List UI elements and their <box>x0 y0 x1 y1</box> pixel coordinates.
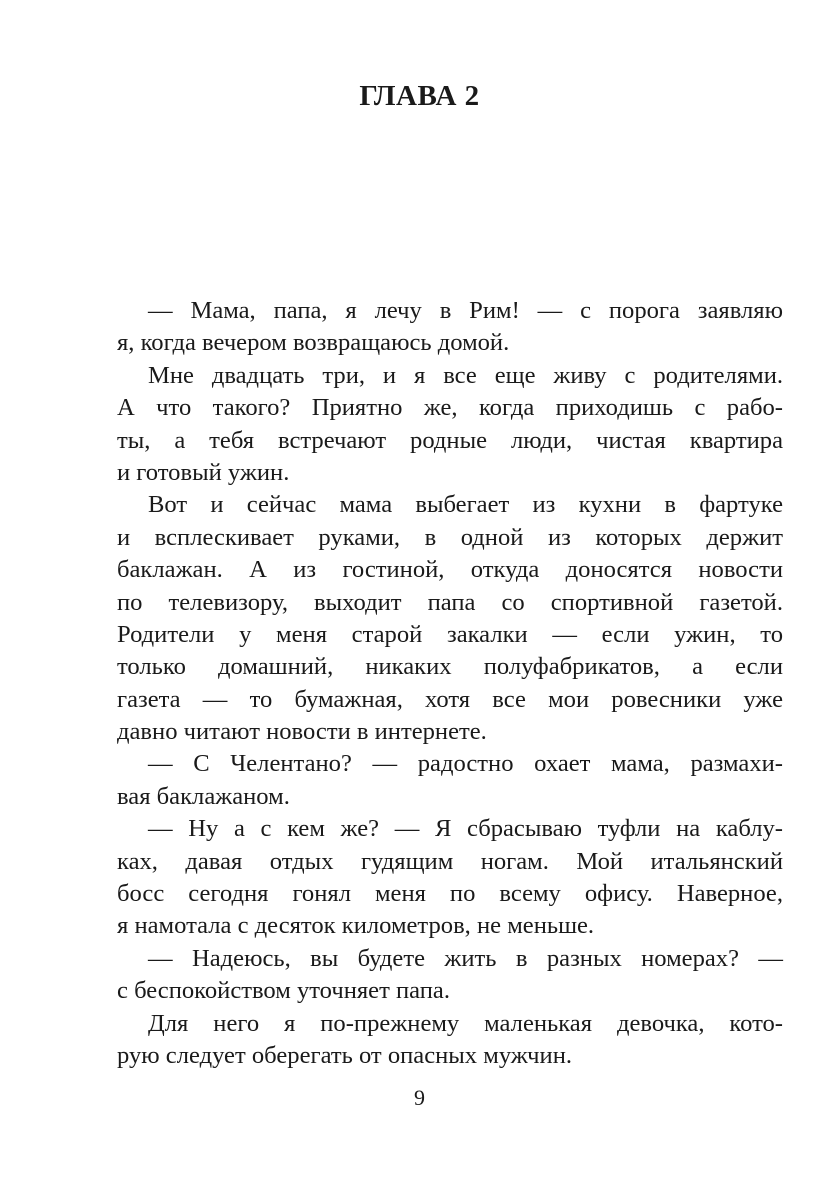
text-line: я намотала с десяток километров, не меньше. <box>117 912 595 940</box>
text-line: газета — то бумажная, хотя все мои ровесники уже <box>117 685 783 713</box>
text-line: баклажан. А из гостиной, откуда доносятся новости <box>117 556 783 584</box>
text-line: с беспокойством уточняет папа. <box>117 977 450 1005</box>
text-line: А что такого? Приятно же, когда приходишь с рабо- <box>117 394 783 422</box>
text-line: — Ну а с кем же? — Я сбрасываю туфли на каблу- <box>148 815 783 843</box>
text-line: я, когда вечером возвращаюсь домой. <box>117 329 510 357</box>
text-line: Мне двадцать три, и я все еще живу с родителями. <box>148 361 783 389</box>
text-line: рую следует оберегать от опасных мужчин. <box>117 1041 573 1069</box>
body-text <box>117 295 783 1072</box>
page-number: 9 <box>414 1085 425 1110</box>
text-line: Для него я по-прежнему маленькая девочка, кото- <box>148 1009 783 1037</box>
text-line: вая баклажаном. <box>117 782 290 810</box>
text-line: — Мама, папа, я лечу в Рим! — с порога заявляю <box>148 297 783 324</box>
chapter-title: ГЛАВА 2 <box>359 80 480 112</box>
text-line: босс сегодня гонял меня по всему офису. Наверное, <box>117 880 783 908</box>
text-line: только домашний, никаких полуфабрикатов, а если <box>117 653 783 681</box>
text-line: ках, давая отдых гудящим ногам. Мой итальянский <box>117 847 783 875</box>
text-line: и всплескивает руками, в одной из которых держит <box>117 523 783 551</box>
text-line: ты, а тебя встречают родные люди, чистая квартира <box>117 426 783 454</box>
text-line: Родители у меня старой закалки — если ужин, то <box>117 620 783 648</box>
text-line: — Надеюсь, вы будете жить в разных номерах? — <box>148 944 783 972</box>
text-line: Вот и сейчас мама выбегает из кухни в фартуке <box>148 491 783 519</box>
text-line: по телевизору, выходит папа со спортивной газетой. <box>117 588 783 616</box>
text-line: — С Челентано? — радостно охает мама, размахи- <box>148 750 783 778</box>
text-line: давно читают новости в интернете. <box>117 718 487 746</box>
text-line: и готовый ужин. <box>117 458 290 486</box>
